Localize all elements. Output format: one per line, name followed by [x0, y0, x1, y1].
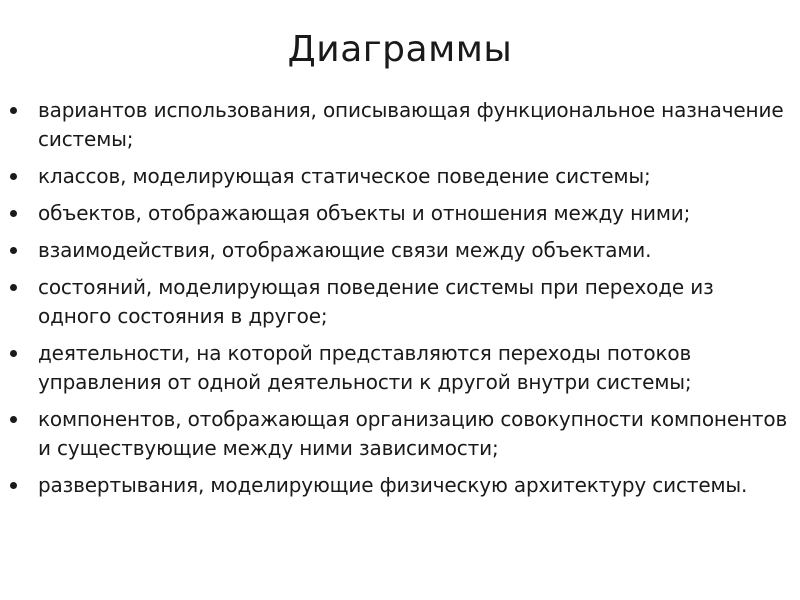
bullet-text: объектов, отображающая объекты и отношения между ними;: [38, 201, 691, 225]
bullet-item: [0, 96, 790, 154]
bullet-text: вариантов использования, описывающая функциональное назначение системы;: [38, 98, 784, 151]
bullet-dot-icon: [10, 107, 17, 114]
bullet-dot-icon: [10, 482, 17, 489]
bullet-item: [0, 273, 790, 331]
bullet-dot-icon: [10, 284, 17, 291]
bullet-text: состояний, моделирующая поведение системы при переходе из одного состояния в другое;: [38, 275, 714, 328]
bullet-dot-icon: [10, 247, 17, 254]
bullet-item: [0, 471, 790, 500]
bullet-dot-icon: [10, 173, 17, 180]
bullet-list: [0, 96, 790, 508]
bullet-text: компонентов, отображающая организацию совокупности компонентов и существующие между ними зависимости;: [38, 407, 788, 460]
bullet-dot-icon: [10, 350, 17, 357]
slide-title: Диаграммы: [287, 29, 513, 70]
bullet-text: взаимодействия, отображающие связи между объектами.: [38, 238, 652, 262]
bullet-dot-icon: [10, 210, 17, 217]
bullet-item: [0, 162, 790, 191]
bullet-item: [0, 199, 790, 228]
bullet-item: [0, 236, 790, 265]
bullet-item: [0, 339, 790, 397]
bullet-item: [0, 405, 790, 463]
bullet-text: развертывания, моделирующие физическую архитектуру системы.: [38, 473, 748, 497]
bullet-dot-icon: [10, 416, 17, 423]
bullet-text: деятельности, на которой представляются переходы потоков управления от одной деятельности к другой внутри системы;: [38, 341, 692, 394]
bullet-text: классов, моделирующая статическое поведение системы;: [38, 164, 651, 188]
